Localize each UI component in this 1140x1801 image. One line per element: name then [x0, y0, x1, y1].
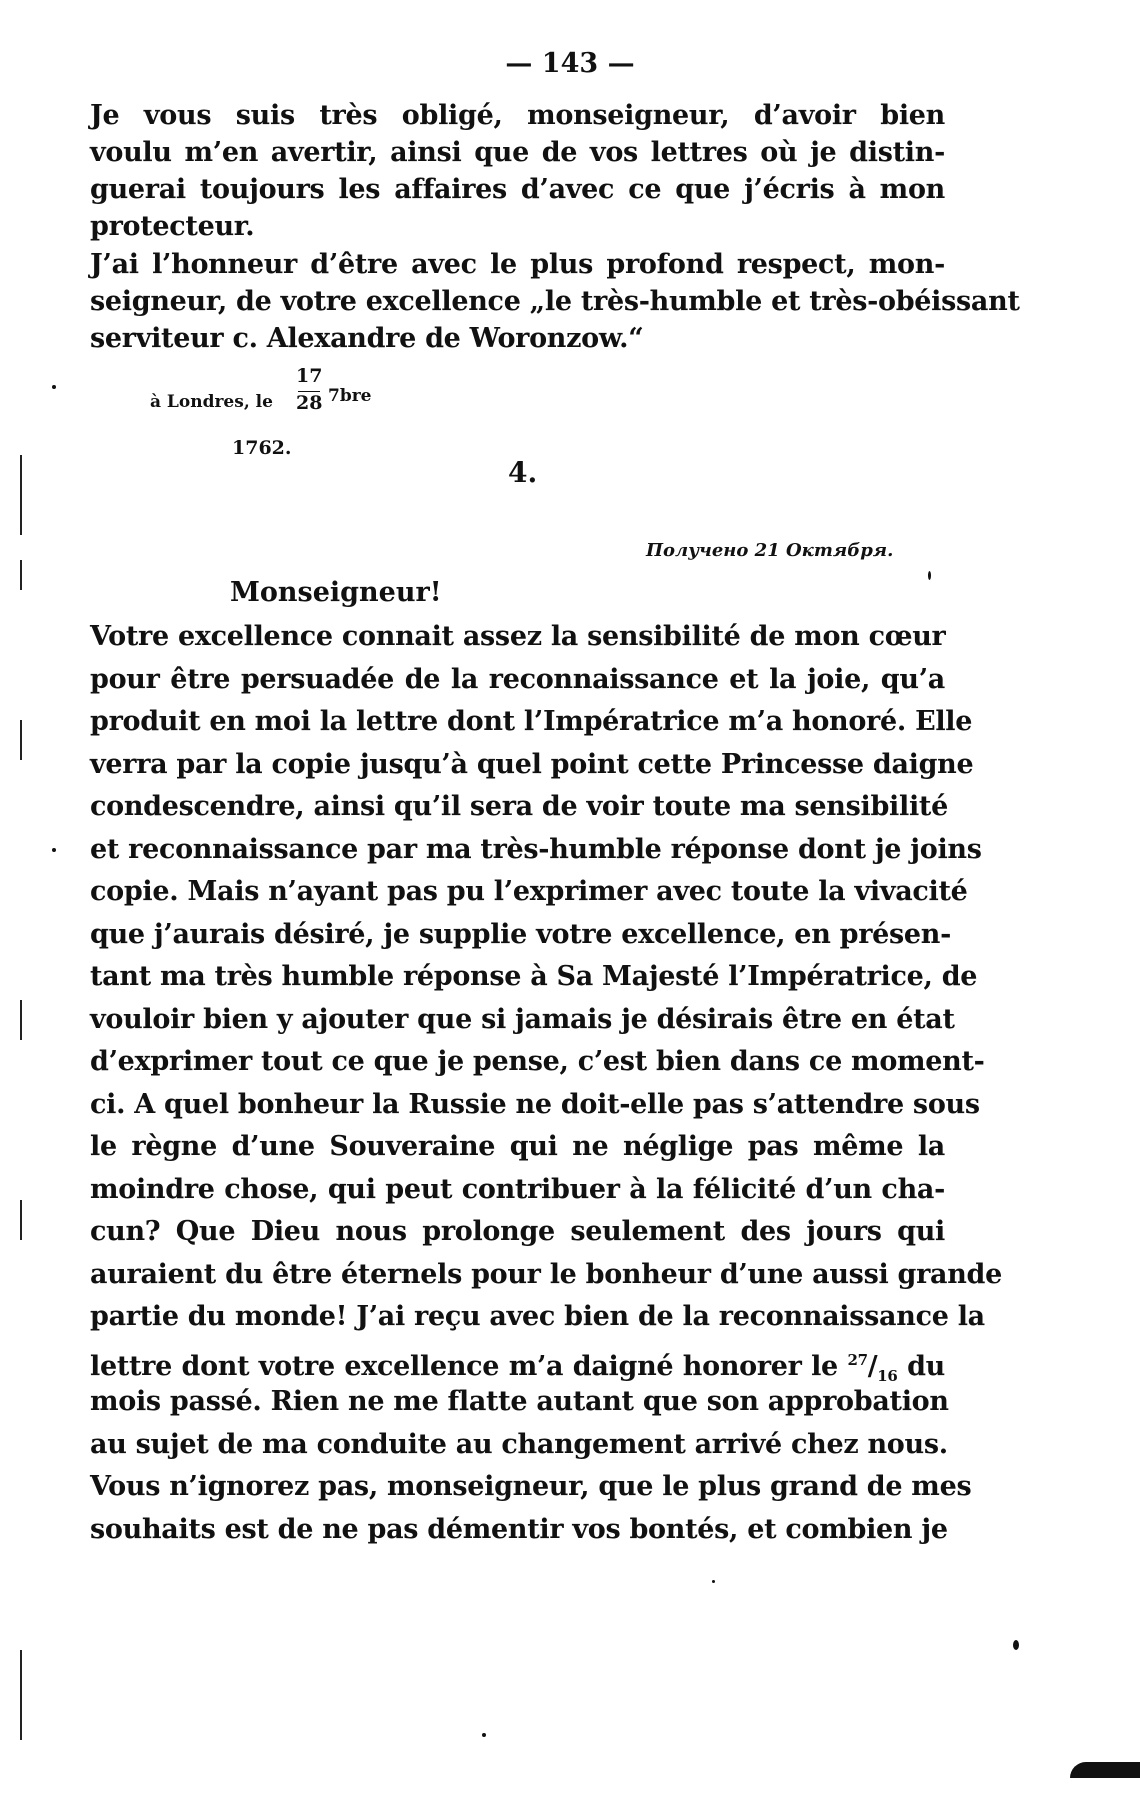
scan-speck	[52, 848, 56, 852]
text-line: pour être persuadée de la reconnaissance et la joie, qu’a	[90, 664, 945, 695]
date-fraction-bottom: 16	[877, 1367, 898, 1385]
scan-corner-blot	[1070, 1762, 1140, 1778]
dateline-month: 7bre	[328, 386, 372, 406]
scan-speck	[482, 1733, 486, 1737]
text-line: verra par la copie jusqu’à quel point cette Princesse daigne	[90, 749, 974, 780]
text-line: tant ma très humble réponse à Sa Majesté l’Impératrice, de	[90, 961, 978, 992]
received-note: Получено 21 Октября.	[646, 540, 894, 561]
scan-speck	[712, 1580, 715, 1583]
date-fraction-top: 27	[847, 1351, 868, 1369]
text-line: guerai toujours les affaires d’avec ce que j’écris à mon	[90, 174, 945, 205]
letter-number: 4.	[508, 456, 538, 489]
text-line: protecteur.	[90, 211, 255, 242]
text-line: condescendre, ainsi qu’il sera de voir toute ma sensibilité	[90, 791, 948, 822]
scan-edge-mark	[20, 560, 22, 590]
text-line-with-date	[90, 1344, 945, 1392]
dateline-year: 1762.	[232, 437, 292, 459]
text-line: Vous n’ignorez pas, monseigneur, que le plus grand de mes	[90, 1471, 972, 1502]
text-line: Votre excellence connait assez la sensibilité de mon cœur	[90, 621, 946, 652]
text-line: J’ai l’honneur d’être avec le plus profond respect, mon-	[90, 249, 945, 280]
text-line: voulu m’en avertir, ainsi que de vos lettres où je distin-	[90, 137, 945, 168]
text-line: seigneur, de votre excellence „le très-humble et très-obéissant	[90, 286, 1020, 317]
date-fraction	[847, 1351, 898, 1385]
scan-edge-mark	[20, 720, 22, 760]
text-line: moindre chose, qui peut contribuer à la félicité d’un cha-	[90, 1174, 945, 1205]
text-line: mois passé. Rien ne me flatte autant que son approbation	[90, 1386, 949, 1417]
dateline-day-old-style: 17	[296, 365, 323, 387]
text-line: produit en moi la lettre dont l’Impératrice m’a honoré. Elle	[90, 706, 973, 737]
scan-speck	[1013, 1640, 1019, 1650]
scan-edge-mark	[20, 1650, 22, 1740]
scan-speck	[52, 385, 56, 389]
text-line: le règne d’une Souveraine qui ne néglige pas même la	[90, 1131, 945, 1162]
text-line: auraient du être éternels pour le bonheur d’une aussi grande	[90, 1259, 1003, 1290]
text-line: souhaits est de ne pas démentir vos bontés, et combien je	[90, 1514, 948, 1545]
scan-edge-mark	[20, 1000, 22, 1040]
page-number: — 143 —	[505, 48, 635, 79]
salutation: Monseigneur!	[230, 577, 442, 608]
dateline-day-new-style: 28	[296, 392, 323, 414]
signature-line: serviteur c. Alexandre de Woronzow.“	[90, 323, 644, 354]
text-line: que j’aurais désiré, je supplie votre excellence, en présen-	[90, 919, 952, 950]
text-line: vouloir bien y ajouter que si jamais je désirais être en état	[90, 1004, 955, 1035]
text-line: copie. Mais n’ayant pas pu l’exprimer avec toute la vivacité	[90, 876, 968, 907]
date-fraction-slash: /	[867, 1351, 878, 1382]
dateline-place: à Londres, le	[150, 392, 273, 412]
date-line-before: lettre dont votre excellence m’a daigné honorer le	[90, 1351, 838, 1382]
scan-speck	[928, 571, 931, 580]
text-line: au sujet de ma conduite au changement arrivé chez nous.	[90, 1429, 948, 1460]
text-line: ci. A quel bonheur la Russie ne doit-elle pas s’attendre sous	[90, 1089, 980, 1120]
scan-edge-mark	[20, 1200, 22, 1240]
text-line: partie du monde! J’ai reçu avec bien de la reconnaissance la	[90, 1301, 985, 1332]
date-line-after: du	[907, 1351, 945, 1382]
text-line: et reconnaissance par ma très-humble réponse dont je joins	[90, 834, 982, 865]
text-line: Je vous suis très obligé, monseigneur, d’avoir bien	[90, 100, 945, 131]
text-line: cun? Que Dieu nous prolonge seulement des jours qui	[90, 1216, 945, 1247]
text-line: d’exprimer tout ce que je pense, c’est bien dans ce moment-	[90, 1046, 985, 1077]
scan-edge-mark	[20, 455, 22, 535]
